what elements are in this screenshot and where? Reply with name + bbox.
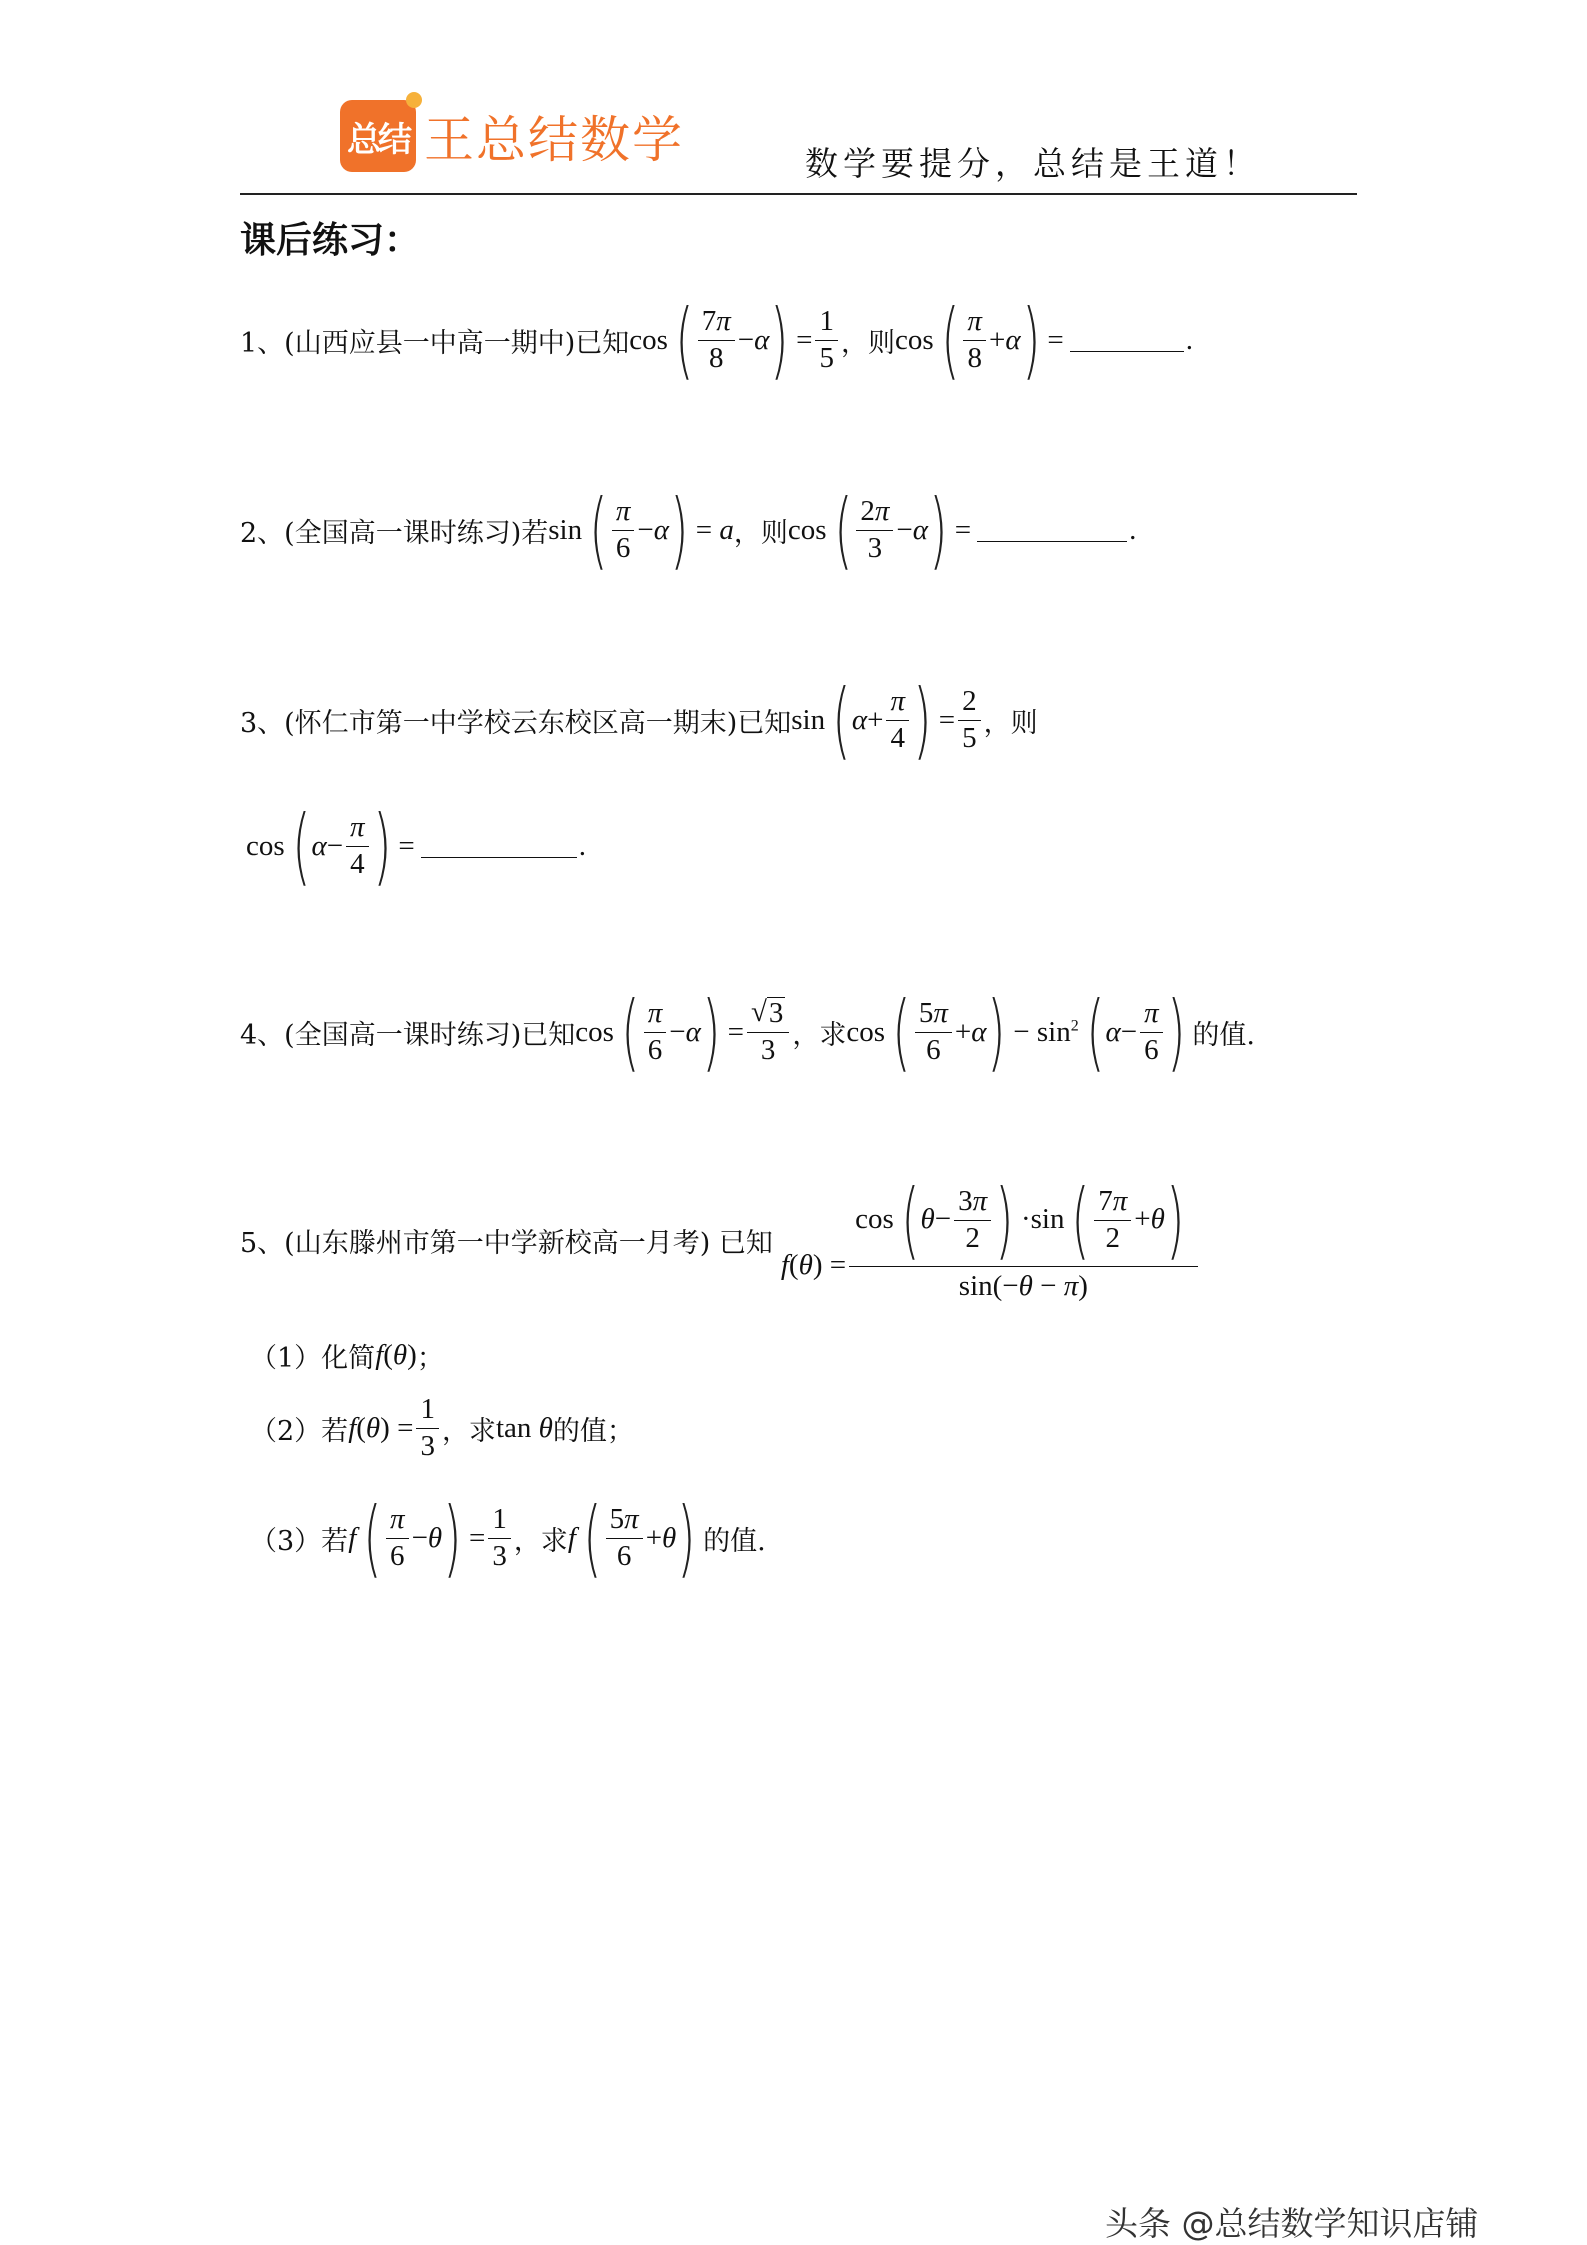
- math: f: [348, 1521, 357, 1554]
- problem-5-q2: [250, 1394, 634, 1463]
- footer-watermark: 头条 @总结数学知识店铺: [1105, 2204, 1479, 2243]
- math: cos: [575, 1015, 614, 1048]
- logo-spark-icon: [406, 92, 422, 108]
- math: f(θ) =: [780, 1248, 847, 1281]
- math: ( $\frac{7\pi}{8}$ − α ): [668, 298, 796, 382]
- math: .: [1185, 323, 1193, 356]
- math: =: [468, 1521, 486, 1554]
- math: sin: [791, 703, 826, 736]
- problem-3-prefix: 3、(怀仁市第一中学校云东校区高一期末)已知: [240, 707, 792, 739]
- problem-5: [240, 1178, 1201, 1303]
- problem-5-q1: [250, 1336, 444, 1375]
- math: $\frac{1}{3}$: [416, 1394, 439, 1463]
- problem-3: [240, 678, 1038, 762]
- q2-label: （2）若: [250, 1415, 349, 1447]
- q1-end: ；: [416, 1343, 444, 1374]
- math: tan θ: [495, 1411, 553, 1444]
- math: cos: [894, 323, 934, 356]
- q1-label: （1）化简: [250, 1343, 376, 1374]
- math: cos ( θ − $\frac{3\pi}{2}$ ) ·sin ( $\frac{7\pi}{2}$ + θ ) sin(−θ − π): [849, 1178, 1198, 1303]
- header-divider: [240, 193, 1357, 195]
- math: =: [796, 323, 813, 356]
- q3-label: （3）若: [250, 1525, 349, 1557]
- math: f(θ): [375, 1339, 417, 1371]
- math: cos: [846, 1015, 886, 1048]
- math: f(θ) =: [348, 1411, 414, 1444]
- math: ( α + $\frac{\pi}{4}$ ): [825, 678, 939, 762]
- math: ( $\frac{\pi}{6}$ − α ): [582, 488, 696, 572]
- problem-2: [240, 488, 1136, 572]
- slogan: 数学要提分，总结是王道！: [805, 144, 1261, 183]
- problem-3-continued: [246, 804, 586, 888]
- math: =: [1047, 323, 1064, 356]
- answer-blank: [977, 519, 1127, 542]
- problem-5-prefix: 5、(山东滕州市第一中学新校高一月考) 已知: [240, 1227, 773, 1259]
- problem-1-mid: ，则: [840, 327, 895, 359]
- q2-end: 的值；: [552, 1415, 634, 1447]
- math: $\frac{1}{5}$: [815, 306, 838, 375]
- problem-4-mid: ，求: [792, 1019, 847, 1051]
- math: .: [1129, 513, 1137, 546]
- math: ( α − $\frac{\pi}{6}$ ): [1079, 990, 1193, 1074]
- problem-2-mid: ，则: [733, 517, 788, 549]
- q2-mid: ，求: [441, 1415, 496, 1447]
- math: ( α − $\frac{\pi}{4}$ ): [285, 804, 399, 888]
- q3-end: 的值.: [703, 1525, 766, 1557]
- math: =: [954, 513, 972, 546]
- math: ( $\frac{\pi}{6}$ − α ): [614, 990, 728, 1074]
- problem-3-mid: ，则: [983, 707, 1038, 739]
- math: .: [578, 829, 586, 862]
- math: sin: [548, 513, 583, 546]
- math: $\frac{2}{5}$: [958, 686, 981, 755]
- math: =: [398, 829, 415, 862]
- problem-4-suffix: 的值.: [1192, 1019, 1255, 1051]
- math: ( $\frac{5\pi}{6}$ + θ ): [576, 1496, 703, 1580]
- math: ( $\frac{\pi}{6}$ − θ ): [356, 1496, 469, 1580]
- problem-1-prefix: 1、(山西应县一中高一期中)已知: [240, 327, 630, 359]
- math: cos: [246, 829, 285, 862]
- answer-blank: [421, 835, 577, 858]
- math: − $\sin^2$: [1013, 1015, 1079, 1048]
- problem-4-prefix: 4、(全国高一课时练习)已知: [240, 1019, 576, 1051]
- math: ( $\frac{\pi}{8}$ + α ): [934, 298, 1048, 382]
- answer-blank: [1070, 329, 1184, 352]
- math: =: [727, 1015, 744, 1048]
- problem-2-prefix: 2、(全国高一课时练习)若: [240, 517, 549, 549]
- section-title: 课后练习：: [240, 219, 421, 261]
- math: = a: [695, 513, 734, 546]
- math: cos: [629, 323, 668, 356]
- math: f: [567, 1521, 576, 1554]
- math: $\frac{1}{3}$: [488, 1504, 511, 1573]
- math: cos: [787, 513, 827, 546]
- math: √ 3 3: [747, 997, 789, 1067]
- math: ( $\frac{5\pi}{6}$ + α ): [885, 990, 1013, 1074]
- logo-badge: [340, 100, 416, 172]
- q3-mid: ，求: [513, 1525, 568, 1557]
- brand-logo: [340, 100, 684, 172]
- logo-badge-text: 总结: [347, 119, 409, 160]
- logo-text: 王总结数学: [424, 111, 684, 169]
- problem-4: [240, 990, 1255, 1074]
- problem-5-q3: [250, 1496, 766, 1580]
- math: ( $\frac{2\pi}{3}$ − α ): [827, 488, 955, 572]
- problem-1: [240, 298, 1193, 382]
- math: =: [938, 703, 956, 736]
